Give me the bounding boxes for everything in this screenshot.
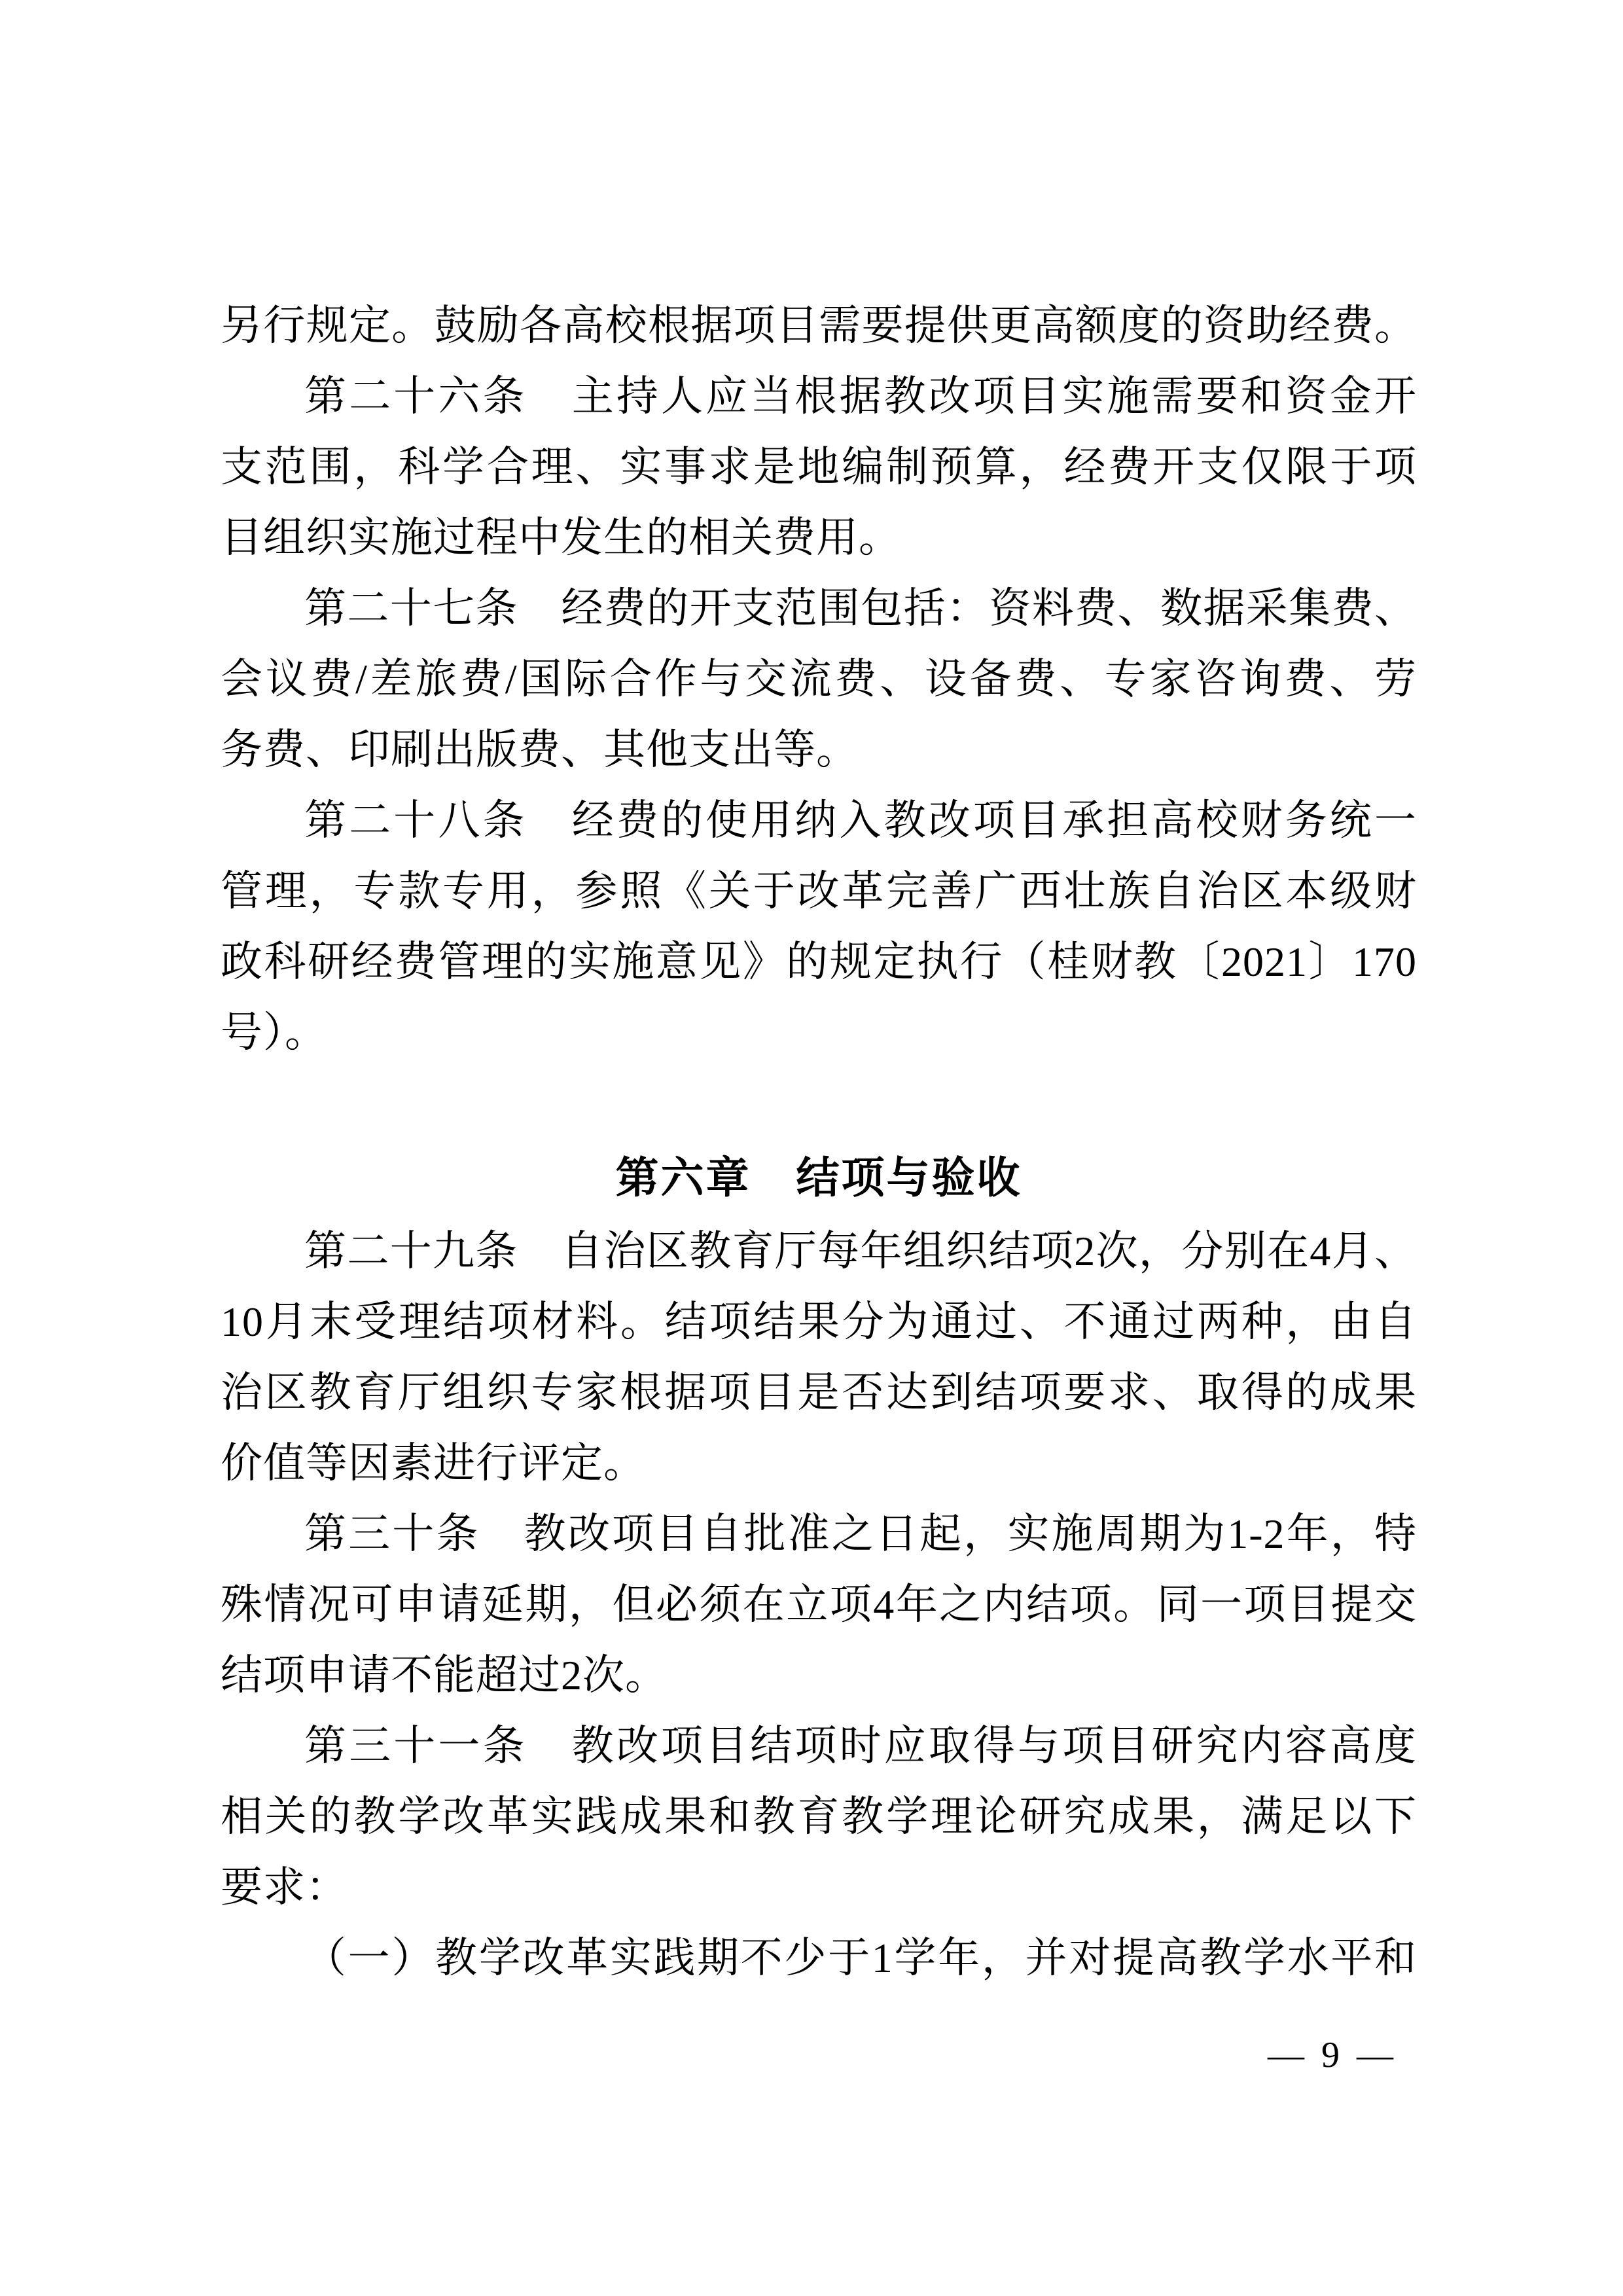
text-line: 务费、印刷出版费、其他支出等。	[221, 726, 859, 773]
text-line: 结项申请不能超过2次。	[221, 1652, 668, 1698]
text-line: 另行规定。鼓励各高校根据项目需要提供更高额度的资助经费。	[221, 302, 1417, 349]
text-line: 价值等因素进行评定。	[221, 1440, 646, 1486]
text-line: 政科研经费管理的实施意见》的规定执行（桂财教〔2021〕170	[221, 939, 1417, 985]
page-number: — 9 —	[1268, 2035, 1397, 2075]
text-line: 管理，专款专用，参照《关于改革完善广西壮族自治区本级财	[221, 868, 1417, 914]
text-line: （一）教学改革实践期不少于1学年，并对提高教学水平和	[304, 1935, 1417, 1981]
text-line: 第三十一条 教改项目结项时应取得与项目研究内容高度	[304, 1723, 1417, 1769]
text-line: 殊情况可申请延期，但必须在立项4年之内结项。同一项目提交	[221, 1581, 1417, 1628]
chapter-heading: 第六章 结项与验收	[615, 1153, 1022, 1202]
text-line: 目组织实施过程中发生的相关费用。	[221, 514, 901, 561]
text-line: 第二十九条 自治区教育厅每年组织结项2次，分别在4月、	[304, 1228, 1417, 1274]
text-line: 治区教育厅组织专家根据项目是否达到结项要求、取得的成果	[221, 1369, 1417, 1416]
text-line: 第二十八条 经费的使用纳入教改项目承担高校财务统一	[304, 797, 1417, 844]
text-line: 号）。	[221, 1009, 327, 1056]
text-line: 支范围，科学合理、实事求是地编制预算，经费开支仅限于项	[221, 444, 1417, 490]
text-line: 第二十七条 经费的开支范围包括：资料费、数据采集费、	[304, 585, 1417, 632]
document-body	[221, 291, 1417, 1994]
text-line: 10月末受理结项材料。结项结果分为通过、不通过两种，由自	[221, 1299, 1417, 1345]
text-line: 会议费/差旅费/国际合作与交流费、设备费、专家咨询费、劳	[221, 656, 1417, 702]
text-line: 第三十条 教改项目自批准之日起，实施周期为1-2年，特	[304, 1511, 1417, 1557]
text-line: 要求：	[221, 1864, 348, 1910]
text-line: 第二十六条 主持人应当根据教改项目实施需要和资金开	[304, 373, 1417, 420]
text-line: 相关的教学改革实践成果和教育教学理论研究成果，满足以下	[221, 1793, 1417, 1840]
